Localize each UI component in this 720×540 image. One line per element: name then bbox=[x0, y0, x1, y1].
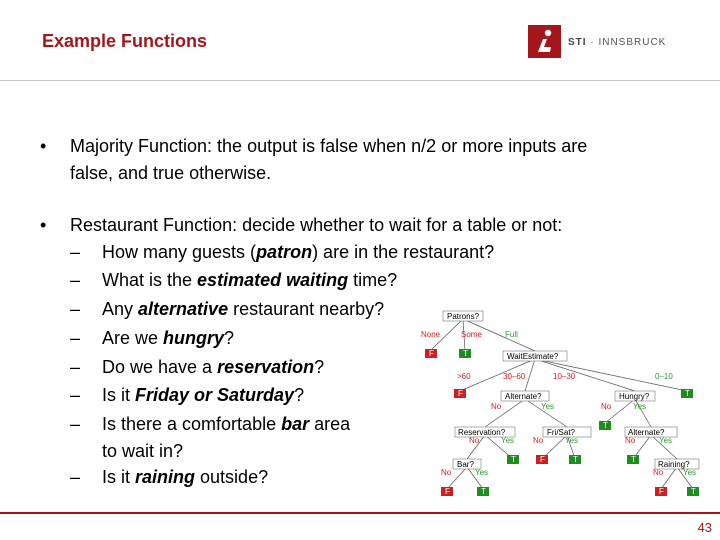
edge-no: No bbox=[625, 436, 636, 445]
label-waitestimate: WaitEstimate? bbox=[507, 352, 559, 361]
page-number: 43 bbox=[697, 520, 712, 535]
logo-wordmark bbox=[568, 37, 666, 48]
logo-separator: · bbox=[586, 37, 599, 48]
edge-10-30: 10–30 bbox=[553, 372, 576, 381]
edge-some: Some bbox=[461, 330, 482, 339]
label-alternate: Alternate? bbox=[505, 392, 542, 401]
bullet-marker: • bbox=[40, 215, 47, 235]
edge-yes: Yes bbox=[659, 436, 673, 445]
svg-text:T: T bbox=[511, 455, 516, 464]
svg-text:F: F bbox=[445, 487, 450, 496]
edge-yes: Yes bbox=[565, 436, 579, 445]
footer-divider bbox=[0, 512, 720, 514]
svg-text:T: T bbox=[603, 421, 608, 430]
svg-text:F: F bbox=[429, 349, 434, 358]
svg-text:T: T bbox=[685, 389, 690, 398]
edge-yes: Yes bbox=[541, 402, 555, 411]
edge-no: No bbox=[491, 402, 502, 411]
svg-text:T: T bbox=[631, 455, 636, 464]
edge-30-60: 30–60 bbox=[503, 372, 526, 381]
edge-full: Full bbox=[505, 330, 518, 339]
edge-no: No bbox=[469, 436, 480, 445]
logo-place: INNSBRUCK bbox=[598, 37, 667, 48]
header-divider bbox=[0, 80, 720, 81]
label-bar: Bar? bbox=[457, 460, 474, 469]
svg-text:T: T bbox=[691, 487, 696, 496]
label-raining: Raining? bbox=[658, 460, 690, 469]
edge-gt60: >60 bbox=[457, 372, 471, 381]
label-patrons: Patrons? bbox=[447, 312, 480, 321]
slide-title: Example Functions bbox=[42, 31, 208, 51]
bullet-restaurant-text: Restaurant Function: decide whether to wait for a table or not: bbox=[70, 215, 563, 235]
svg-text:T: T bbox=[481, 487, 486, 496]
decision-tree-figure bbox=[415, 303, 715, 508]
edge-no: No bbox=[601, 402, 612, 411]
bullet-marker: • bbox=[40, 136, 47, 156]
svg-text:F: F bbox=[540, 455, 545, 464]
label-reservation: Reservation? bbox=[458, 428, 506, 437]
edge-none: None bbox=[421, 330, 441, 339]
svg-text:F: F bbox=[458, 389, 463, 398]
label-frisat: Fri/Sat? bbox=[547, 428, 576, 437]
label-alternate2: Alternate? bbox=[628, 428, 665, 437]
edge-no: No bbox=[441, 468, 452, 477]
logo-mark-icon bbox=[528, 25, 561, 58]
edge-yes: Yes bbox=[501, 436, 515, 445]
sti-logo bbox=[528, 25, 688, 59]
edge-yes: Yes bbox=[475, 468, 489, 477]
bullet-majority-line2: false, and true otherwise. bbox=[70, 163, 272, 183]
bullet-majority-line1: Majority Function: the output is false when n/2 or more inputs are bbox=[70, 136, 588, 156]
edge-no: No bbox=[533, 436, 544, 445]
edge-0-10: 0–10 bbox=[655, 372, 673, 381]
svg-text:T: T bbox=[463, 349, 468, 358]
logo-sti: STI bbox=[568, 37, 587, 48]
edge-yes: Yes bbox=[683, 468, 697, 477]
svg-text:F: F bbox=[659, 487, 664, 496]
svg-text:T: T bbox=[573, 455, 578, 464]
edge-no: No bbox=[653, 468, 664, 477]
label-hungry: Hungry? bbox=[619, 392, 650, 401]
edge-yes: Yes bbox=[633, 402, 647, 411]
